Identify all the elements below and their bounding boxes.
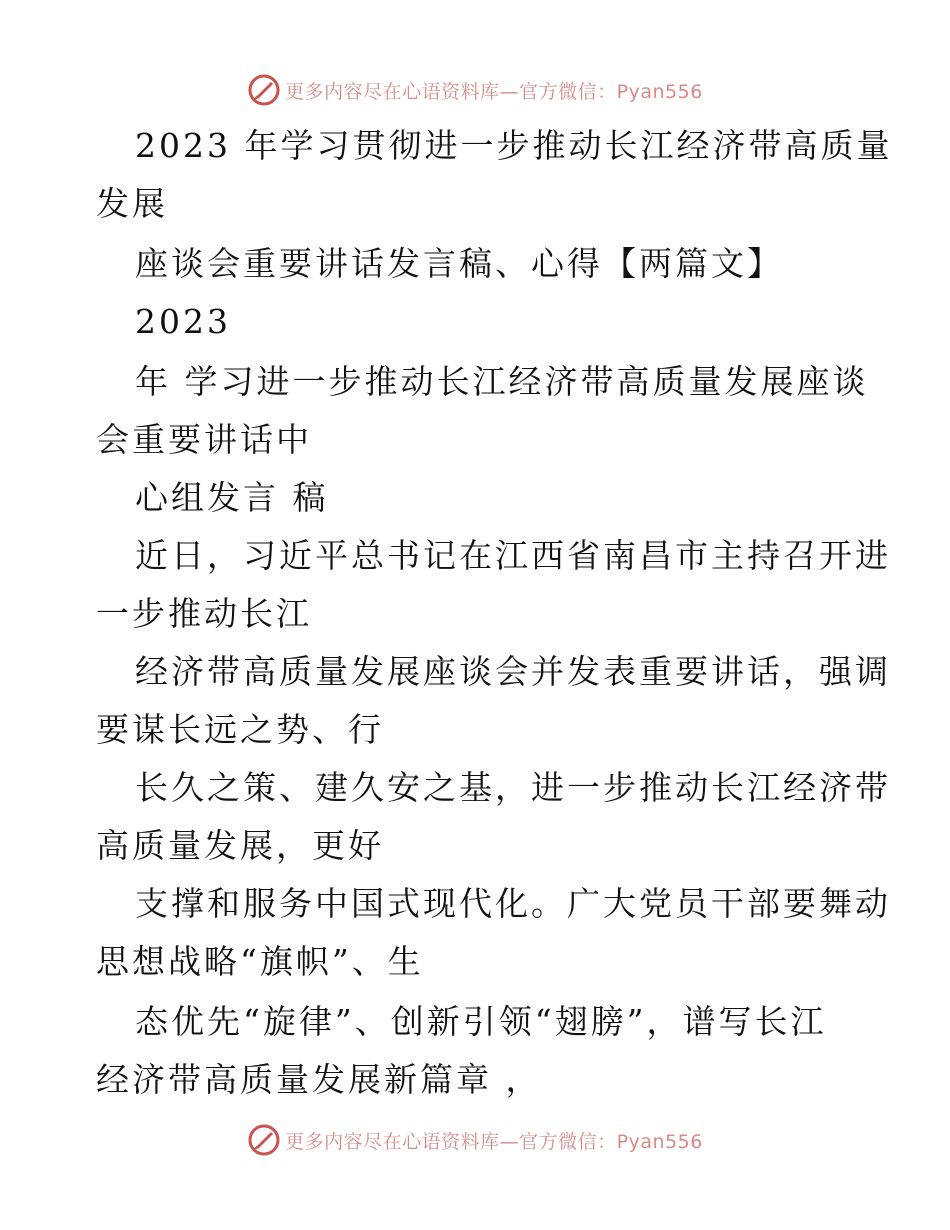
quill-logo-icon — [247, 73, 281, 107]
text-line: 要谋长远之势、行 — [96, 710, 384, 749]
text-line: 支撑和服务中国式现代化。广大党员干部要舞动 — [135, 884, 891, 923]
text-line: 会重要讲话中 — [96, 420, 312, 459]
text-line: 近日，习近平总书记在江西省南昌市主持召开进 — [135, 536, 891, 575]
text-line: 心组发言 稿 — [135, 478, 329, 517]
text-line: 经济带高质量发展新篇章 ， — [96, 1060, 542, 1099]
text-line: 长久之策、建久安之基，进一步推动长江经济带 — [135, 768, 891, 807]
watermark-footer — [0, 1118, 950, 1162]
text-line: 年 学习进一步推动长江经济带高质量发展座谈 — [135, 362, 869, 401]
text-line: 2023 年学习贯彻进一步推动长江经济带高质量 — [135, 126, 893, 165]
watermark-header — [0, 68, 950, 112]
text-line: 2023 — [135, 302, 231, 341]
text-line: 高质量发展，更好 — [96, 826, 384, 865]
text-line: 态优先“旋律”、创新引领“翅膀”，谱写长江 — [135, 1002, 827, 1041]
text-line: 思想战略“旗帜”、生 — [96, 942, 424, 981]
watermark-text: 更多内容尽在心语资料库—官方微信：Pyan556 — [285, 80, 703, 103]
text-line: 发展 — [96, 184, 168, 223]
text-line: 座谈会重要讲话发言稿、心得【两篇文】 — [135, 244, 783, 283]
quill-logo-icon — [247, 1123, 281, 1157]
text-line: 经济带高质量发展座谈会并发表重要讲话，强调 — [135, 652, 891, 691]
watermark-text: 更多内容尽在心语资料库—官方微信：Pyan556 — [285, 1130, 703, 1153]
text-line: 一步推动长江 — [96, 594, 312, 633]
